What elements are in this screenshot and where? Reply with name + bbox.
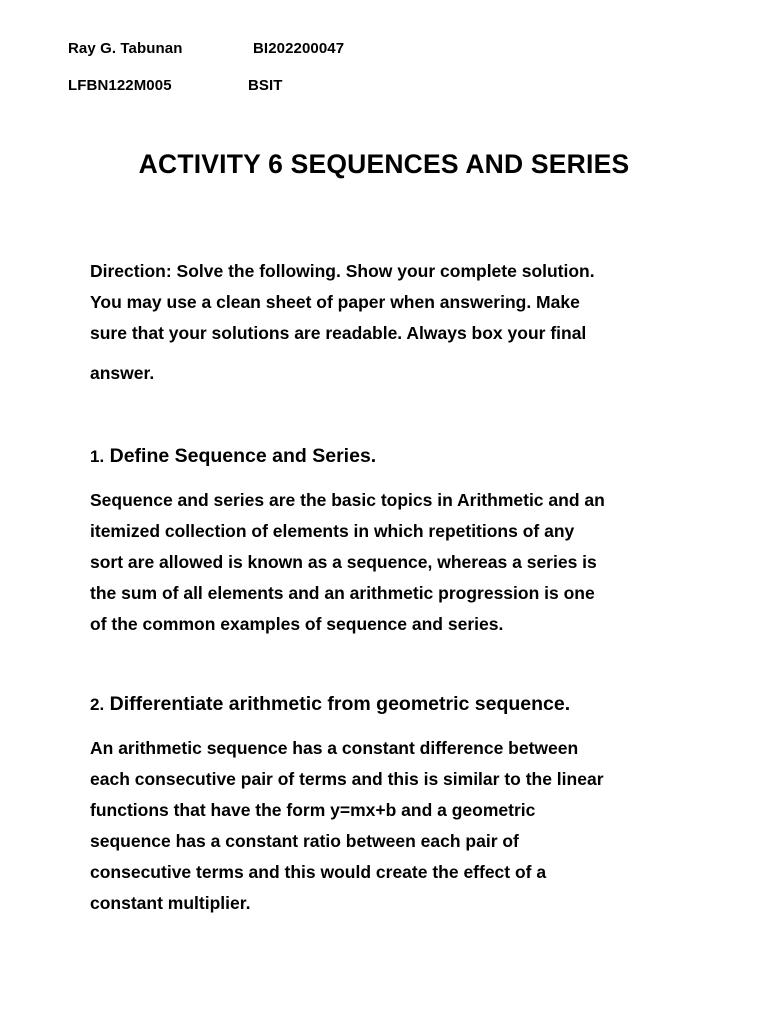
question-number: 1. <box>90 447 105 466</box>
answer-line: sequence has a constant ratio between each pair of <box>90 831 519 851</box>
direction-line: You may use a clean sheet of paper when answering. Make <box>90 292 580 312</box>
answer-line: sort are allowed is known as a sequence, whereas a series is <box>90 552 597 572</box>
answer-line: each consecutive pair of terms and this is similar to the linear <box>90 769 604 789</box>
program-name: BSIT <box>248 77 283 94</box>
answer-line: itemized collection of elements in which repetitions of any <box>90 521 575 541</box>
answer-line: An arithmetic sequence has a constant difference between <box>90 738 579 758</box>
question-1-heading <box>90 445 376 468</box>
student-name: Ray G. Tabunan <box>68 40 183 57</box>
direction-paragraph <box>90 256 690 389</box>
question-number: 2. <box>90 695 105 714</box>
student-id: BI202200047 <box>253 40 345 57</box>
direction-line: sure that your solutions are readable. Always box your final <box>90 323 587 343</box>
question-text: Define Sequence and Series. <box>109 445 377 467</box>
answer-line: of the common examples of sequence and series. <box>90 614 504 634</box>
question-text: Differentiate arithmetic from geometric sequence. <box>109 693 571 715</box>
answer-line: constant multiplier. <box>90 893 251 913</box>
answer-line: Sequence and series are the basic topics in Arithmetic and an <box>90 490 605 510</box>
direction-line: answer. <box>90 363 155 383</box>
direction-line: Direction: Solve the following. Show your complete solution. <box>90 261 595 281</box>
question-1-answer <box>90 485 690 640</box>
section-code: LFBN122M005 <box>68 77 172 94</box>
question-2-heading <box>90 693 570 716</box>
answer-line: consecutive terms and this would create the effect of a <box>90 862 547 882</box>
question-2-answer <box>90 733 690 919</box>
answer-line: functions that have the form y=mx+b and a geometric <box>90 800 536 820</box>
answer-line: the sum of all elements and an arithmetic progression is one <box>90 583 595 603</box>
page-title: ACTIVITY 6 SEQUENCES AND SERIES <box>138 149 630 179</box>
